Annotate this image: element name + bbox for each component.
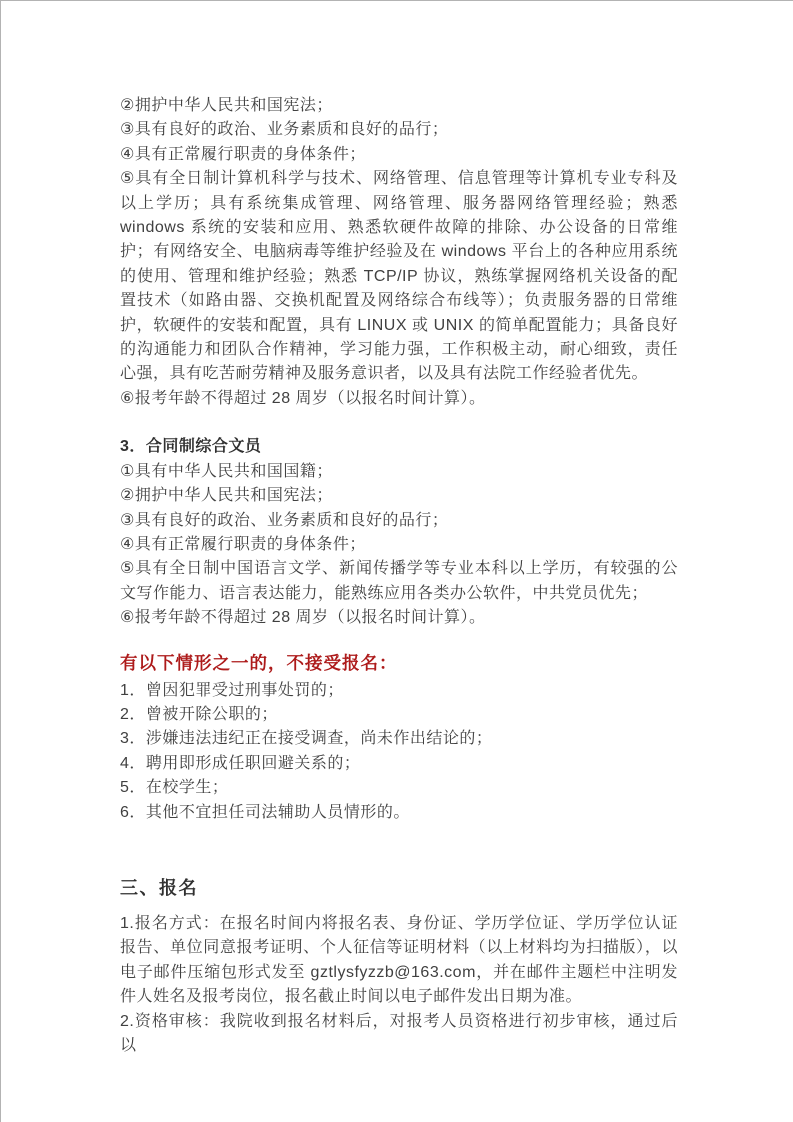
- requirement-item: ②拥护中华人民共和国宪法；: [120, 97, 333, 114]
- registration-heading: 三、报名: [120, 877, 198, 898]
- document-content: [120, 94, 678, 1058]
- rejection-item: 4．聘用即形成任职回避关系的；: [120, 754, 361, 772]
- requirement-item: ④具有正常履行职责的身体条件；: [120, 145, 366, 163]
- requirement-item: ④具有正常履行职责的身体条件；: [120, 535, 366, 553]
- position3-heading: 3．合同制综合文员: [120, 438, 262, 456]
- rejection-item: 2．曾被开除公职的；: [120, 705, 278, 723]
- requirement-item: ⑥报考年龄不得超过 28 周岁（以报名时间计算）。: [120, 609, 486, 627]
- requirement-item: ⑤具有全日制中国语言文学、新闻传播学等专业本科以上学历，有较强的公文写作能力、语言表达能力，能熟练应用各类办公软件，中共党员优先；: [120, 560, 678, 602]
- rejection-item: 1．曾因犯罪受过刑事处罚的；: [120, 681, 344, 699]
- requirement-item: ③具有良好的政治、业务素质和良好的品行；: [120, 121, 449, 139]
- rejection-heading: 有以下情形之一的，不接受报名：: [120, 652, 398, 673]
- rejection-item: 5．在校学生；: [120, 779, 229, 797]
- requirement-item: ③具有良好的政治、业务素质和良好的品行；: [120, 511, 449, 529]
- registration-paragraph: 1.报名方式：在报名时间内将报名表、身份证、学历学位证、学历学位认证报告、单位同意报考证明、个人征信等证明材料（以上材料均为扫描版），以电子邮件压缩包形式发至 gztlysfyzzb@163.com，并在邮件主题栏中注明发件人姓名及报考岗位，报名截止时间以电子邮件发出日期为准。: [120, 914, 678, 1006]
- requirement-item: ②拥护中华人民共和国宪法；: [120, 487, 333, 505]
- rejection-item: 3．涉嫌违法违纪正在接受调查，尚未作出结论的；: [120, 730, 493, 748]
- requirement-item: ⑤具有全日制计算机科学与技术、网络管理、信息管理等计算机专业专科及以上学历；具有系统集成管理、网络管理、服务器网络管理经验；熟悉 windows 系统的安装和应用、熟悉软硬件故障的排除、办公设备的日常维护；有网络安全、电脑病毒等维护经验及在 windows 平台上的各种应用系统的使用、管理和维护经验；熟悉 TCP/IP 协议，熟练掌握网络机关设备的配置技术（如路由器、交换机配置及网络综合布线等）；负责服务器的日常维护，软硬件的安装和配置，具有 LINUX 或 UNIX 的简单配置能力；具备良好的沟通能力和团队合作精神，学习能力强，工作积极主动，耐心细致，责任心强，具有吃苦耐劳精神及服务意识者，以及具有法院工作经验者优先。: [120, 170, 678, 383]
- registration-paragraph: 2.资格审核：我院收到报名材料后，对报考人员资格进行初步审核，通过后以: [120, 1012, 678, 1054]
- requirement-item: ⑥报考年龄不得超过 28 周岁（以报名时间计算）。: [120, 389, 486, 407]
- rejection-item: 6．其他不宜担任司法辅助人员情形的。: [120, 803, 410, 821]
- requirement-item: ①具有中华人民共和国国籍；: [120, 462, 333, 480]
